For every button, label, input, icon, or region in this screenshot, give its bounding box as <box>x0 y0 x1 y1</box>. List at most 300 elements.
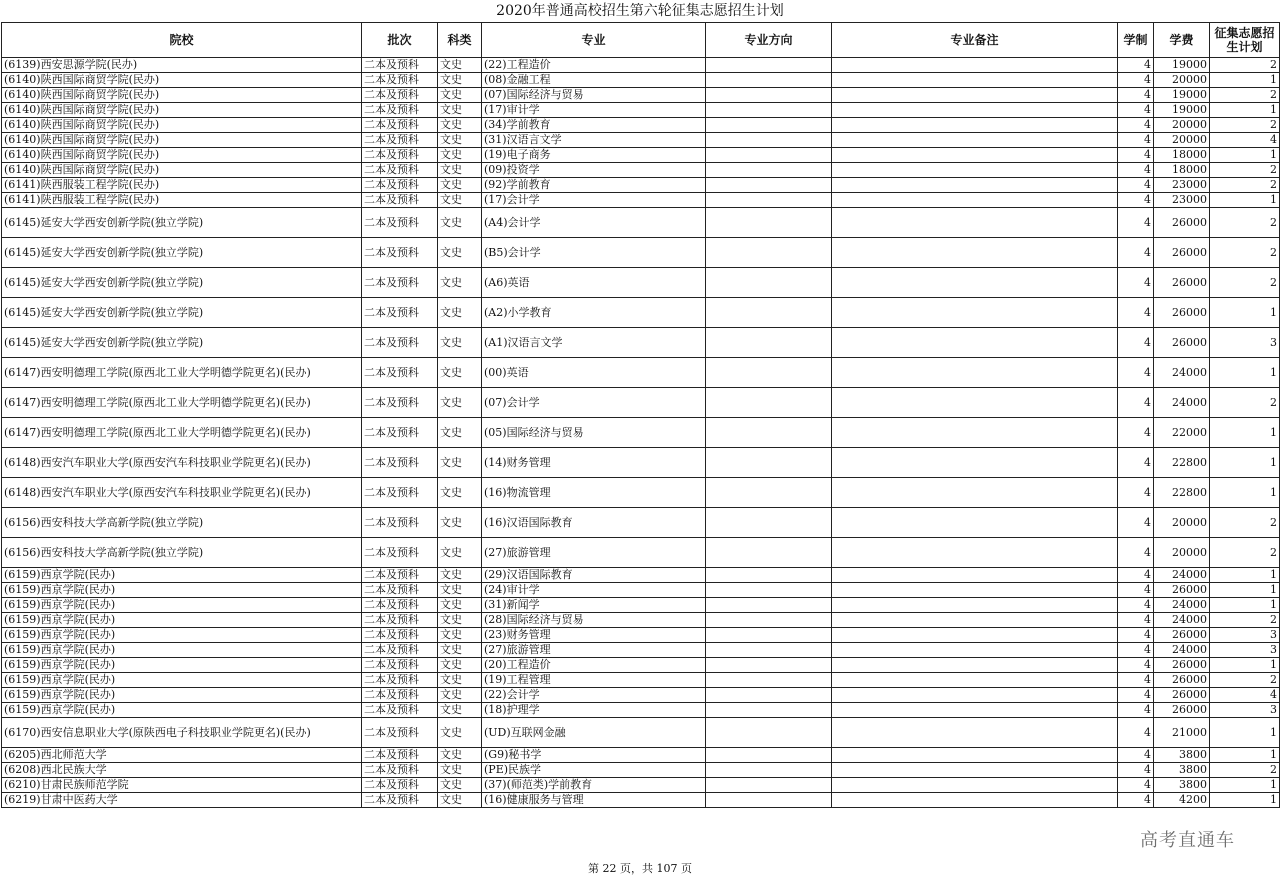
watermark: 高考直通车 <box>1140 830 1235 851</box>
direction-cell <box>706 583 832 598</box>
direction-cell <box>706 73 832 88</box>
fee-cell: 4200 <box>1154 793 1210 808</box>
table-row <box>2 508 1280 538</box>
batch-cell: 二本及预科 <box>362 658 438 673</box>
category-cell: 文史 <box>438 163 482 178</box>
plan-cell: 1 <box>1210 418 1280 448</box>
remarks-cell <box>832 748 1118 763</box>
major-cell: (27)旅游管理 <box>482 538 706 568</box>
plan-cell: 2 <box>1210 88 1280 103</box>
table-row <box>2 178 1280 193</box>
header-school: 院校 <box>2 23 362 58</box>
school-cell: (6145)延安大学西安创新学院(独立学院) <box>2 298 362 328</box>
school-cell: (6159)西京学院(民办) <box>2 688 362 703</box>
batch-cell: 二本及预科 <box>362 643 438 658</box>
table-row <box>2 478 1280 508</box>
plan-cell: 2 <box>1210 388 1280 418</box>
years-cell: 4 <box>1118 703 1154 718</box>
remarks-cell <box>832 328 1118 358</box>
fee-cell: 26000 <box>1154 628 1210 643</box>
years-cell: 4 <box>1118 793 1154 808</box>
plan-cell: 1 <box>1210 73 1280 88</box>
direction-cell <box>706 598 832 613</box>
major-cell: (29)汉语国际教育 <box>482 568 706 583</box>
batch-cell: 二本及预科 <box>362 613 438 628</box>
table-row <box>2 568 1280 583</box>
batch-cell: 二本及预科 <box>362 193 438 208</box>
direction-cell <box>706 763 832 778</box>
years-cell: 4 <box>1118 718 1154 748</box>
batch-cell: 二本及预科 <box>362 148 438 163</box>
table-row <box>2 133 1280 148</box>
major-cell: (34)学前教育 <box>482 118 706 133</box>
category-cell: 文史 <box>438 88 482 103</box>
fee-cell: 26000 <box>1154 328 1210 358</box>
fee-cell: 20000 <box>1154 73 1210 88</box>
school-cell: (6140)陕西国际商贸学院(民办) <box>2 118 362 133</box>
fee-cell: 20000 <box>1154 133 1210 148</box>
school-cell: (6140)陕西国际商贸学院(民办) <box>2 73 362 88</box>
table-row <box>2 58 1280 73</box>
plan-cell: 3 <box>1210 628 1280 643</box>
years-cell: 4 <box>1118 583 1154 598</box>
direction-cell <box>706 103 832 118</box>
plan-cell: 2 <box>1210 613 1280 628</box>
school-cell: (6159)西京学院(民办) <box>2 658 362 673</box>
years-cell: 4 <box>1118 508 1154 538</box>
fee-cell: 22800 <box>1154 478 1210 508</box>
school-cell: (6210)甘肃民族师范学院 <box>2 778 362 793</box>
school-cell: (6208)西北民族大学 <box>2 763 362 778</box>
years-cell: 4 <box>1118 88 1154 103</box>
table-row <box>2 73 1280 88</box>
direction-cell <box>706 208 832 238</box>
table-row <box>2 298 1280 328</box>
category-cell: 文史 <box>438 208 482 238</box>
table-row <box>2 118 1280 133</box>
category-cell: 文史 <box>438 268 482 298</box>
school-cell: (6205)西北师范大学 <box>2 748 362 763</box>
fee-cell: 26000 <box>1154 208 1210 238</box>
fee-cell: 24000 <box>1154 598 1210 613</box>
plan-cell: 2 <box>1210 118 1280 133</box>
table-row <box>2 388 1280 418</box>
header-fee: 学费 <box>1154 23 1210 58</box>
major-cell: (16)物流管理 <box>482 478 706 508</box>
category-cell: 文史 <box>438 688 482 703</box>
table-row <box>2 358 1280 388</box>
table-row <box>2 268 1280 298</box>
plan-cell: 1 <box>1210 103 1280 118</box>
table-row <box>2 208 1280 238</box>
table-row <box>2 418 1280 448</box>
remarks-cell <box>832 163 1118 178</box>
school-cell: (6159)西京学院(民办) <box>2 673 362 688</box>
major-cell: (07)会计学 <box>482 388 706 418</box>
fee-cell: 26000 <box>1154 703 1210 718</box>
category-cell: 文史 <box>438 448 482 478</box>
school-cell: (6148)西安汽车职业大学(原西安汽车科技职业学院更名)(民办) <box>2 478 362 508</box>
school-cell: (6159)西京学院(民办) <box>2 628 362 643</box>
category-cell: 文史 <box>438 583 482 598</box>
plan-cell: 2 <box>1210 268 1280 298</box>
admission-plan-table <box>1 22 1280 808</box>
remarks-cell <box>832 568 1118 583</box>
school-cell: (6147)西安明德理工学院(原西北工业大学明德学院更名)(民办) <box>2 358 362 388</box>
major-cell: (19)电子商务 <box>482 148 706 163</box>
remarks-cell <box>832 673 1118 688</box>
school-cell: (6140)陕西国际商贸学院(民办) <box>2 103 362 118</box>
batch-cell: 二本及预科 <box>362 688 438 703</box>
header-direction: 专业方向 <box>706 23 832 58</box>
major-cell: (17)会计学 <box>482 193 706 208</box>
plan-cell: 2 <box>1210 673 1280 688</box>
batch-cell: 二本及预科 <box>362 718 438 748</box>
years-cell: 4 <box>1118 658 1154 673</box>
school-cell: (6140)陕西国际商贸学院(民办) <box>2 133 362 148</box>
category-cell: 文史 <box>438 328 482 358</box>
plan-cell: 1 <box>1210 193 1280 208</box>
years-cell: 4 <box>1118 478 1154 508</box>
direction-cell <box>706 418 832 448</box>
direction-cell <box>706 193 832 208</box>
category-cell: 文史 <box>438 538 482 568</box>
plan-cell: 2 <box>1210 208 1280 238</box>
years-cell: 4 <box>1118 193 1154 208</box>
years-cell: 4 <box>1118 763 1154 778</box>
category-cell: 文史 <box>438 388 482 418</box>
fee-cell: 19000 <box>1154 103 1210 118</box>
table-row <box>2 778 1280 793</box>
major-cell: (PE)民族学 <box>482 763 706 778</box>
plan-cell: 2 <box>1210 538 1280 568</box>
batch-cell: 二本及预科 <box>362 118 438 133</box>
major-cell: (16)健康服务与管理 <box>482 793 706 808</box>
header-batch: 批次 <box>362 23 438 58</box>
major-cell: (A4)会计学 <box>482 208 706 238</box>
major-cell: (17)审计学 <box>482 103 706 118</box>
plan-cell: 1 <box>1210 358 1280 388</box>
major-cell: (18)护理学 <box>482 703 706 718</box>
header-remarks: 专业备注 <box>832 23 1118 58</box>
school-cell: (6156)西安科技大学高新学院(独立学院) <box>2 538 362 568</box>
table-row <box>2 658 1280 673</box>
direction-cell <box>706 778 832 793</box>
batch-cell: 二本及预科 <box>362 238 438 268</box>
fee-cell: 26000 <box>1154 688 1210 703</box>
major-cell: (92)学前教育 <box>482 178 706 193</box>
major-cell: (19)工程管理 <box>482 673 706 688</box>
batch-cell: 二本及预科 <box>362 793 438 808</box>
category-cell: 文史 <box>438 238 482 268</box>
table-row <box>2 238 1280 268</box>
years-cell: 4 <box>1118 538 1154 568</box>
category-cell: 文史 <box>438 568 482 583</box>
school-cell: (6159)西京学院(民办) <box>2 613 362 628</box>
batch-cell: 二本及预科 <box>362 508 438 538</box>
direction-cell <box>706 298 832 328</box>
fee-cell: 26000 <box>1154 298 1210 328</box>
direction-cell <box>706 538 832 568</box>
major-cell: (00)英语 <box>482 358 706 388</box>
direction-cell <box>706 88 832 103</box>
batch-cell: 二本及预科 <box>362 208 438 238</box>
fee-cell: 26000 <box>1154 238 1210 268</box>
table-row <box>2 583 1280 598</box>
fee-cell: 20000 <box>1154 538 1210 568</box>
years-cell: 4 <box>1118 418 1154 448</box>
remarks-cell <box>832 118 1118 133</box>
category-cell: 文史 <box>438 478 482 508</box>
school-cell: (6145)延安大学西安创新学院(独立学院) <box>2 268 362 298</box>
fee-cell: 24000 <box>1154 388 1210 418</box>
category-cell: 文史 <box>438 193 482 208</box>
fee-cell: 24000 <box>1154 643 1210 658</box>
years-cell: 4 <box>1118 388 1154 418</box>
major-cell: (G9)秘书学 <box>482 748 706 763</box>
plan-cell: 1 <box>1210 598 1280 613</box>
fee-cell: 24000 <box>1154 568 1210 583</box>
school-cell: (6159)西京学院(民办) <box>2 568 362 583</box>
school-cell: (6148)西安汽车职业大学(原西安汽车科技职业学院更名)(民办) <box>2 448 362 478</box>
category-cell: 文史 <box>438 103 482 118</box>
years-cell: 4 <box>1118 643 1154 658</box>
direction-cell <box>706 118 832 133</box>
batch-cell: 二本及预科 <box>362 568 438 583</box>
fee-cell: 18000 <box>1154 148 1210 163</box>
batch-cell: 二本及预科 <box>362 418 438 448</box>
plan-cell: 1 <box>1210 748 1280 763</box>
direction-cell <box>706 688 832 703</box>
batch-cell: 二本及预科 <box>362 673 438 688</box>
direction-cell <box>706 448 832 478</box>
plan-cell: 2 <box>1210 763 1280 778</box>
major-cell: (UD)互联网金融 <box>482 718 706 748</box>
direction-cell <box>706 613 832 628</box>
direction-cell <box>706 703 832 718</box>
batch-cell: 二本及预科 <box>362 358 438 388</box>
school-cell: (6141)陕西服装工程学院(民办) <box>2 193 362 208</box>
remarks-cell <box>832 133 1118 148</box>
batch-cell: 二本及预科 <box>362 58 438 73</box>
category-cell: 文史 <box>438 718 482 748</box>
table-row <box>2 703 1280 718</box>
major-cell: (27)旅游管理 <box>482 643 706 658</box>
fee-cell: 26000 <box>1154 673 1210 688</box>
remarks-cell <box>832 418 1118 448</box>
school-cell: (6159)西京学院(民办) <box>2 643 362 658</box>
batch-cell: 二本及预科 <box>362 763 438 778</box>
direction-cell <box>706 388 832 418</box>
years-cell: 4 <box>1118 568 1154 583</box>
fee-cell: 24000 <box>1154 613 1210 628</box>
batch-cell: 二本及预科 <box>362 178 438 193</box>
fee-cell: 19000 <box>1154 58 1210 73</box>
remarks-cell <box>832 193 1118 208</box>
years-cell: 4 <box>1118 448 1154 478</box>
remarks-cell <box>832 538 1118 568</box>
direction-cell <box>706 238 832 268</box>
direction-cell <box>706 508 832 538</box>
header-years: 学制 <box>1118 23 1154 58</box>
fee-cell: 23000 <box>1154 193 1210 208</box>
batch-cell: 二本及预科 <box>362 628 438 643</box>
school-cell: (6141)陕西服装工程学院(民办) <box>2 178 362 193</box>
plan-cell: 1 <box>1210 298 1280 328</box>
fee-cell: 21000 <box>1154 718 1210 748</box>
direction-cell <box>706 628 832 643</box>
table-row <box>2 103 1280 118</box>
school-cell: (6170)西安信息职业大学(原陕西电子科技职业学院更名)(民办) <box>2 718 362 748</box>
school-cell: (6139)西安思源学院(民办) <box>2 58 362 73</box>
category-cell: 文史 <box>438 703 482 718</box>
plan-cell: 3 <box>1210 643 1280 658</box>
years-cell: 4 <box>1118 688 1154 703</box>
category-cell: 文史 <box>438 178 482 193</box>
remarks-cell <box>832 58 1118 73</box>
remarks-cell <box>832 103 1118 118</box>
batch-cell: 二本及预科 <box>362 778 438 793</box>
school-cell: (6147)西安明德理工学院(原西北工业大学明德学院更名)(民办) <box>2 388 362 418</box>
years-cell: 4 <box>1118 778 1154 793</box>
remarks-cell <box>832 703 1118 718</box>
table-row <box>2 688 1280 703</box>
major-cell: (A2)小学教育 <box>482 298 706 328</box>
table-row <box>2 538 1280 568</box>
major-cell: (A1)汉语言文学 <box>482 328 706 358</box>
batch-cell: 二本及预科 <box>362 538 438 568</box>
plan-cell: 3 <box>1210 703 1280 718</box>
plan-cell: 4 <box>1210 688 1280 703</box>
major-cell: (24)审计学 <box>482 583 706 598</box>
fee-cell: 22800 <box>1154 448 1210 478</box>
years-cell: 4 <box>1118 73 1154 88</box>
direction-cell <box>706 148 832 163</box>
years-cell: 4 <box>1118 328 1154 358</box>
plan-cell: 3 <box>1210 328 1280 358</box>
remarks-cell <box>832 583 1118 598</box>
remarks-cell <box>832 508 1118 538</box>
batch-cell: 二本及预科 <box>362 583 438 598</box>
school-cell: (6145)延安大学西安创新学院(独立学院) <box>2 238 362 268</box>
category-cell: 文史 <box>438 778 482 793</box>
remarks-cell <box>832 448 1118 478</box>
direction-cell <box>706 658 832 673</box>
major-cell: (07)国际经济与贸易 <box>482 88 706 103</box>
school-cell: (6145)延安大学西安创新学院(独立学院) <box>2 208 362 238</box>
years-cell: 4 <box>1118 148 1154 163</box>
remarks-cell <box>832 298 1118 328</box>
plan-cell: 1 <box>1210 718 1280 748</box>
plan-cell: 1 <box>1210 478 1280 508</box>
school-cell: (6145)延安大学西安创新学院(独立学院) <box>2 328 362 358</box>
school-cell: (6159)西京学院(民办) <box>2 583 362 598</box>
table-row <box>2 163 1280 178</box>
direction-cell <box>706 358 832 388</box>
years-cell: 4 <box>1118 628 1154 643</box>
fee-cell: 23000 <box>1154 178 1210 193</box>
remarks-cell <box>832 88 1118 103</box>
remarks-cell <box>832 688 1118 703</box>
batch-cell: 二本及预科 <box>362 448 438 478</box>
batch-cell: 二本及预科 <box>362 268 438 298</box>
years-cell: 4 <box>1118 58 1154 73</box>
plan-cell: 1 <box>1210 793 1280 808</box>
table-row <box>2 148 1280 163</box>
direction-cell <box>706 748 832 763</box>
direction-cell <box>706 568 832 583</box>
plan-cell: 2 <box>1210 163 1280 178</box>
batch-cell: 二本及预科 <box>362 88 438 103</box>
category-cell: 文史 <box>438 658 482 673</box>
header-plan: 征集志愿招生计划 <box>1210 23 1280 58</box>
major-cell: (31)新闻学 <box>482 598 706 613</box>
remarks-cell <box>832 628 1118 643</box>
remarks-cell <box>832 358 1118 388</box>
table-row <box>2 748 1280 763</box>
remarks-cell <box>832 178 1118 193</box>
fee-cell: 24000 <box>1154 358 1210 388</box>
batch-cell: 二本及预科 <box>362 478 438 508</box>
major-cell: (28)国际经济与贸易 <box>482 613 706 628</box>
category-cell: 文史 <box>438 763 482 778</box>
major-cell: (22)会计学 <box>482 688 706 703</box>
fee-cell: 3800 <box>1154 778 1210 793</box>
batch-cell: 二本及预科 <box>362 298 438 328</box>
plan-cell: 2 <box>1210 178 1280 193</box>
page-footer: 第 22 页，共 107 页 <box>588 862 692 875</box>
table-row <box>2 328 1280 358</box>
remarks-cell <box>832 268 1118 298</box>
years-cell: 4 <box>1118 748 1154 763</box>
table-row <box>2 673 1280 688</box>
category-cell: 文史 <box>438 58 482 73</box>
batch-cell: 二本及预科 <box>362 163 438 178</box>
category-cell: 文史 <box>438 358 482 388</box>
fee-cell: 20000 <box>1154 508 1210 538</box>
remarks-cell <box>832 793 1118 808</box>
header-major: 专业 <box>482 23 706 58</box>
major-cell: (14)财务管理 <box>482 448 706 478</box>
remarks-cell <box>832 613 1118 628</box>
remarks-cell <box>832 598 1118 613</box>
school-cell: (6140)陕西国际商贸学院(民办) <box>2 163 362 178</box>
remarks-cell <box>832 643 1118 658</box>
category-cell: 文史 <box>438 793 482 808</box>
plan-cell: 2 <box>1210 508 1280 538</box>
table-row <box>2 193 1280 208</box>
batch-cell: 二本及预科 <box>362 748 438 763</box>
school-cell: (6159)西京学院(民办) <box>2 703 362 718</box>
plan-cell: 4 <box>1210 133 1280 148</box>
remarks-cell <box>832 778 1118 793</box>
table-header-row <box>2 23 1280 58</box>
fee-cell: 20000 <box>1154 118 1210 133</box>
direction-cell <box>706 718 832 748</box>
category-cell: 文史 <box>438 613 482 628</box>
years-cell: 4 <box>1118 133 1154 148</box>
major-cell: (A6)英语 <box>482 268 706 298</box>
remarks-cell <box>832 148 1118 163</box>
school-cell: (6140)陕西国际商贸学院(民办) <box>2 88 362 103</box>
table-row <box>2 643 1280 658</box>
plan-cell: 1 <box>1210 778 1280 793</box>
remarks-cell <box>832 73 1118 88</box>
direction-cell <box>706 673 832 688</box>
plan-cell: 2 <box>1210 58 1280 73</box>
fee-cell: 26000 <box>1154 583 1210 598</box>
remarks-cell <box>832 763 1118 778</box>
